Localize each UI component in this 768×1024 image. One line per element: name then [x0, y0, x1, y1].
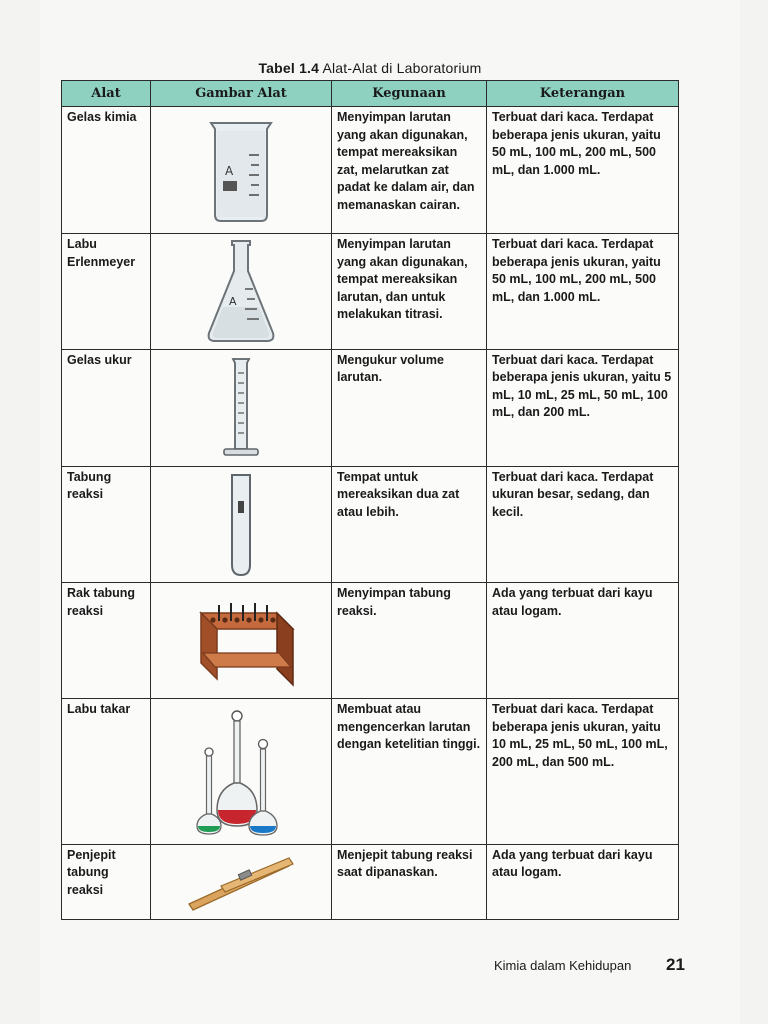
table-row [62, 844, 679, 919]
row-name: Gelas kimia [62, 107, 151, 234]
image-cell [151, 699, 332, 844]
row-note: Terbuat dari kaca. Terdapat beberapa jenis ukuran, yaitu 5 mL, 10 mL, 25 mL, 50 mL, 100 mL, dan 200 mL. [487, 349, 679, 466]
table-row [62, 699, 679, 844]
header-gambar-alat: Gambar Alat [151, 81, 332, 107]
row-note: Terbuat dari kaca. Terdapat ukuran besar, sedang, dan kecil. [487, 466, 679, 582]
table-caption [0, 60, 740, 76]
test-tube-icon [221, 471, 261, 579]
row-note: Terbuat dari kaca. Terdapat beberapa jenis ukuran, yaitu 50 mL, 100 mL, 200 mL, 500 mL, dan 1.000 mL. [487, 107, 679, 234]
row-note: Ada yang terbuat dari kayu atau logam. [487, 844, 679, 919]
header-keterangan: Keterangan [487, 81, 679, 107]
caption-text: Alat-Alat di Laboratorium [319, 60, 482, 76]
row-note: Ada yang terbuat dari kayu atau logam. [487, 583, 679, 699]
image-cell [151, 349, 332, 466]
svg-text:A: A [225, 164, 234, 179]
row-note: Terbuat dari kaca. Terdapat beberapa jenis ukuran, yaitu 10 mL, 25 mL, 50 mL, 100 mL, 200 mL, dan 500 mL. [487, 699, 679, 844]
row-use: Menjepit tabung reaksi saat dipanaskan. [332, 844, 487, 919]
row-use: Menyimpan tabung reaksi. [332, 583, 487, 699]
header-alat: Alat [62, 81, 151, 107]
row-use: Mengukur volume larutan. [332, 349, 487, 466]
test-tube-clamp-icon [181, 850, 301, 914]
row-note: Terbuat dari kaca. Terdapat beberapa jenis ukuran, yaitu 50 mL, 100 mL, 200 mL, 500 mL, dan 1.000 mL. [487, 234, 679, 349]
header-kegunaan: Kegunaan [332, 81, 487, 107]
row-use: Tempat untuk mereaksikan dua zat atau lebih. [332, 466, 487, 582]
row-name: Rak tabung reaksi [62, 583, 151, 699]
image-cell [151, 583, 332, 699]
row-name: Labu takar [62, 699, 151, 844]
row-name: Gelas ukur [62, 349, 151, 466]
table-row [62, 234, 679, 349]
beaker-icon [201, 115, 281, 225]
row-name: Penjepit tabung reaksi [62, 844, 151, 919]
svg-text:A: A [229, 295, 237, 309]
row-use: Menyimpan larutan yang akan digunakan, tempat mereaksikan zat, melarutkan zat padat ke dalam air, dan memanaskan cairan. [332, 107, 487, 234]
image-cell [151, 107, 332, 234]
page-number: 21 [666, 955, 685, 974]
table-row [62, 583, 679, 699]
image-cell [151, 466, 332, 582]
table-row [62, 107, 679, 234]
erlenmeyer-flask-icon [201, 237, 281, 345]
row-use: Menyimpan larutan yang akan digunakan, tempat mereaksikan larutan, dan untuk melakukan titrasi. [332, 234, 487, 349]
volumetric-flasks-icon [191, 706, 291, 838]
lab-equipment-table [61, 80, 679, 920]
footer-book-title: Kimia dalam Kehidupan [494, 958, 632, 973]
image-cell [151, 234, 332, 349]
table-row [62, 349, 679, 466]
image-cell [151, 844, 332, 919]
row-use: Membuat atau mengencerkan larutan dengan ketelitian tinggi. [332, 699, 487, 844]
test-tube-rack-icon [181, 591, 301, 691]
table-header-row [62, 81, 679, 107]
table-row [62, 466, 679, 582]
row-name: Tabung reaksi [62, 466, 151, 582]
graduated-cylinder-icon [216, 355, 266, 461]
row-name: Labu Erlenmeyer [62, 234, 151, 349]
caption-number: Tabel 1.4 [258, 60, 320, 76]
